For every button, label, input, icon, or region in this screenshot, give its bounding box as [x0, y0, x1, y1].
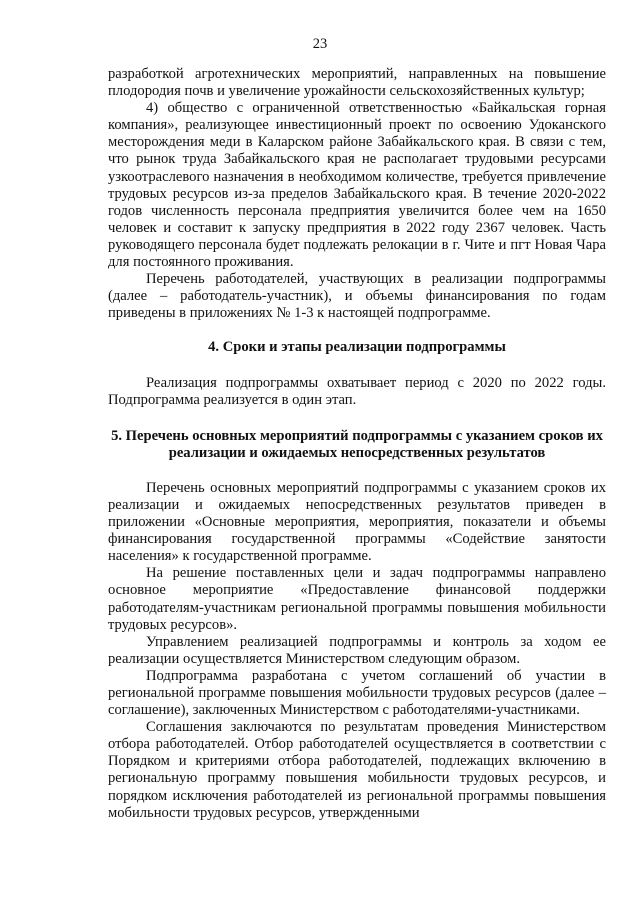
- paragraph-item-4: 4) общество с ограниченной ответственностью «Байкальская горная компания», реализующее инвестиционный проект по освоению Удоканского месторождения меди в Каларском районе Забайкальского края. В связи с тем, что рынок труда Забайкальского края не располагает трудовыми ресурсами узкоотраслевого назначения в необходимом количестве, требуется привлечение трудовых ресурсов из-за пределов Забайкальского края. В течение 2020-2022 годов численность персонала предприятия увеличится более чем на 1650 человек и составит к запуску предприятия в 2022 году 2367 человек. Часть руководящего персонала будет подлежать релокации в г. Чите и пгт Новая Чара для постоянного проживания.: [108, 100, 606, 271]
- section-5-paragraph: Подпрограмма разработана с учетом соглашений об участии в региональной программе повышения мобильности трудовых ресурсов (далее – соглашение), заключенных Министерством с работодателями-участниками.: [108, 667, 606, 719]
- paragraph-continuation: разработкой агротехнических мероприятий, направленных на повышение плодородия почв и увеличение урожайности сельскохозяйственных культур;: [108, 66, 606, 100]
- document-body: [108, 66, 606, 822]
- section-4-heading: 4. Сроки и этапы реализации подпрограммы: [208, 339, 506, 356]
- section-5-paragraph: Управлением реализацией подпрограммы и контроль за ходом ее реализации осуществляется Министерством следующим образом.: [108, 633, 606, 667]
- section-5-heading: 5. Перечень основных мероприятий подпрограммы с указанием сроков их реализации и ожидаемых непосредственных результатов: [111, 427, 603, 461]
- section-5-paragraph: На решение поставленных цели и задач подпрограммы направлено основное мероприятие «Предоставление финансовой поддержки работодателям-участникам региональной программы повышения мобильности трудовых ресурсов».: [108, 565, 606, 633]
- section-5-paragraph: Соглашения заключаются по результатам проведения Министерством отбора работодателей. Отбор работодателей осуществляется в соответствии с Порядком и критериями отбора работодателей, подлежащих включению в региональную программу повышения мобильности трудовых ресурсов, и порядком исключения работодателей из региональной программы повышения мобильности трудовых ресурсов, утвержденными: [108, 719, 606, 821]
- page-number: 23: [312, 36, 328, 52]
- section-4-text: Реализация подпрограммы охватывает период с 2020 по 2022 годы. Подпрограмма реализуется в один этап.: [108, 374, 606, 408]
- section-5-paragraph: Перечень основных мероприятий подпрограммы с указанием сроков их реализации и ожидаемых непосредственных результатов приведен в приложении «Основные мероприятия, мероприятия, показатели и объемы финансирования государственной программы «Содействие занятости населения» к государственной программе.: [108, 479, 606, 565]
- paragraph-employers-list: Перечень работодателей, участвующих в реализации подпрограммы (далее – работодатель-участник), и объемы финансирования по годам приведены в приложениях № 1-3 к настоящей подпрограмме.: [108, 271, 606, 322]
